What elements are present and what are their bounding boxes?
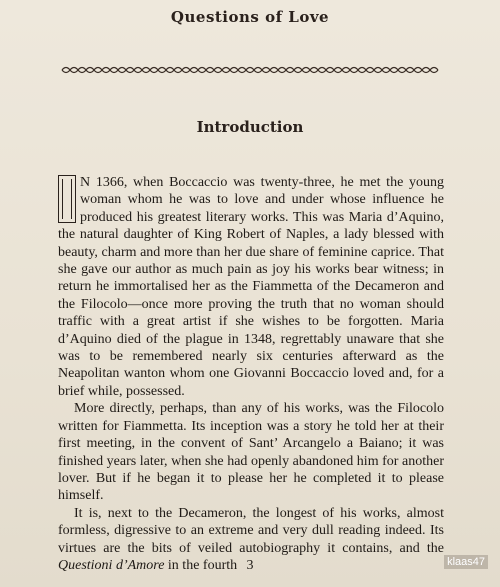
italic-title: Questioni d’Amore xyxy=(58,557,165,573)
paragraph-2: More directly, perhaps, than any of his works, was the Filocolo written for Fiammetta. Its inception was a story he told her at their first meeting, in the convent of Sant’ Arcangelo a Baiano; it was finished years later, when she had openly abandoned him for another lover. But if he began it to please her he completed it to please himself. xyxy=(58,401,444,504)
ornament-rule xyxy=(60,64,440,76)
paragraph-3: It is, next to the Decameron, the longest of his works, almost formless, digressive to an extreme and very dull reading indeed. Its virtues are the bits of veiled autobiography it contains, and the Questioni d’Amore in the fourth xyxy=(58,505,444,573)
watermark: klaas47 xyxy=(444,555,488,569)
paragraph-1: N 1366, when Boccaccio was twenty-three, he met the young woman whom he was to love and under whose influence he produced his greatest literary works. This was Maria d’Aquino, the natural daughter of King Robert of Naples, a lady blessed with beauty, charm and more than her due share of feminine caprice. That she gave our author as much pain as joy his works bear witness; in return he immortalised her as the Fiammetta of the Decameron and the Filocolo—once more proving the truth that no woman should traffic with a great artist if she wishes to be forgotten. Maria d’Aquino died of the plague in 1348, regrettably unaware that she was to be remembered nearly six centuries afterward as the Neapolitan wanton whom one Giovanni Boccaccio loved and, for a brief while, possessed. xyxy=(58,175,444,399)
body-text xyxy=(58,174,444,574)
running-header: Questions of Love xyxy=(170,8,330,26)
drop-cap-initial xyxy=(58,175,76,223)
section-title: Introduction xyxy=(196,118,304,136)
page-number: 3 xyxy=(246,558,254,573)
